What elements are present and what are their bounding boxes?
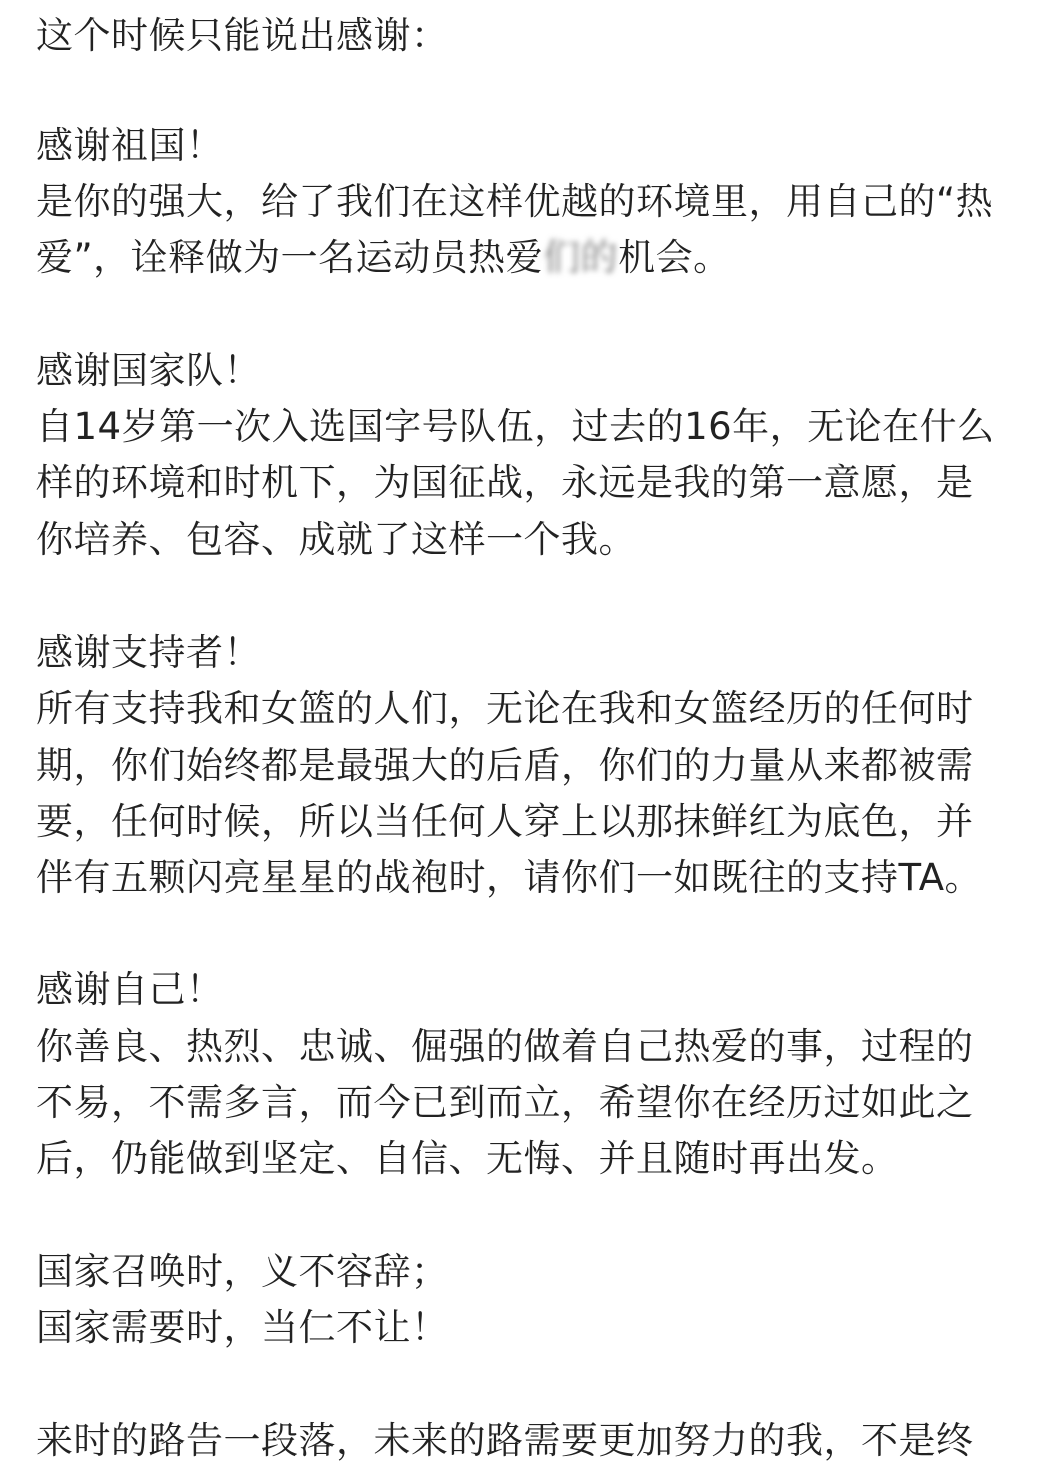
- paragraph-line: 伴有五颗闪亮星星的战袍时，请你们一如既往的支持TA。: [36, 856, 983, 899]
- paragraph-line: 你善良、热烈、忠诚、倔强的做着自己热爱的事，过程的: [36, 1025, 974, 1068]
- closing-line: 国家需要时，当仁不让！: [36, 1306, 449, 1349]
- section-heading: 感谢自己！: [36, 968, 224, 1011]
- paragraph-line: 你培养、包容、成就了这样一个我。: [36, 518, 636, 561]
- paragraph-line: 后，仍能做到坚定、自信、无悔、并且随时再出发。: [36, 1137, 899, 1180]
- paragraph-line: [36, 230, 731, 286]
- paragraph-line-start: 爱”，诠释做为一名运动员热爱: [36, 236, 544, 279]
- paragraph-line: 不易，不需多言，而今已到而立，希望你在经历过如此之: [36, 1081, 974, 1124]
- section-heading: 感谢支持者！: [36, 631, 261, 674]
- paragraph-line: 期，你们始终都是最强大的后盾，你们的力量从来都被需: [36, 744, 974, 787]
- intro-text: 这个时候只能说出感谢：: [36, 14, 449, 57]
- paragraph-line: 所有支持我和女篮的人们，无论在我和女篮经历的任何时: [36, 687, 974, 730]
- paragraph-line-tail: 机会。: [618, 236, 731, 279]
- final-line: 来时的路告一段落，未来的路需要更加努力的我，不是终: [36, 1419, 974, 1461]
- section-heading: 感谢国家队！: [36, 349, 261, 392]
- section-heading: 感谢祖国！: [36, 124, 224, 167]
- paragraph-line: 是你的强大，给了我们在这样优越的环境里，用自己的“热: [36, 180, 994, 223]
- paragraph-line: 样的环境和时机下，为国征战，永远是我的第一意愿，是: [36, 461, 974, 504]
- paragraph-line: 要，任何时候，所以当任何人穿上以那抹鲜红为底色，并: [36, 800, 974, 843]
- closing-line: 国家召唤时，义不容辞；: [36, 1250, 449, 1293]
- blurred-text: 们的: [543, 236, 619, 279]
- paragraph-line: 自14岁第一次入选国字号队伍，过去的16年，无论在什么: [36, 405, 995, 448]
